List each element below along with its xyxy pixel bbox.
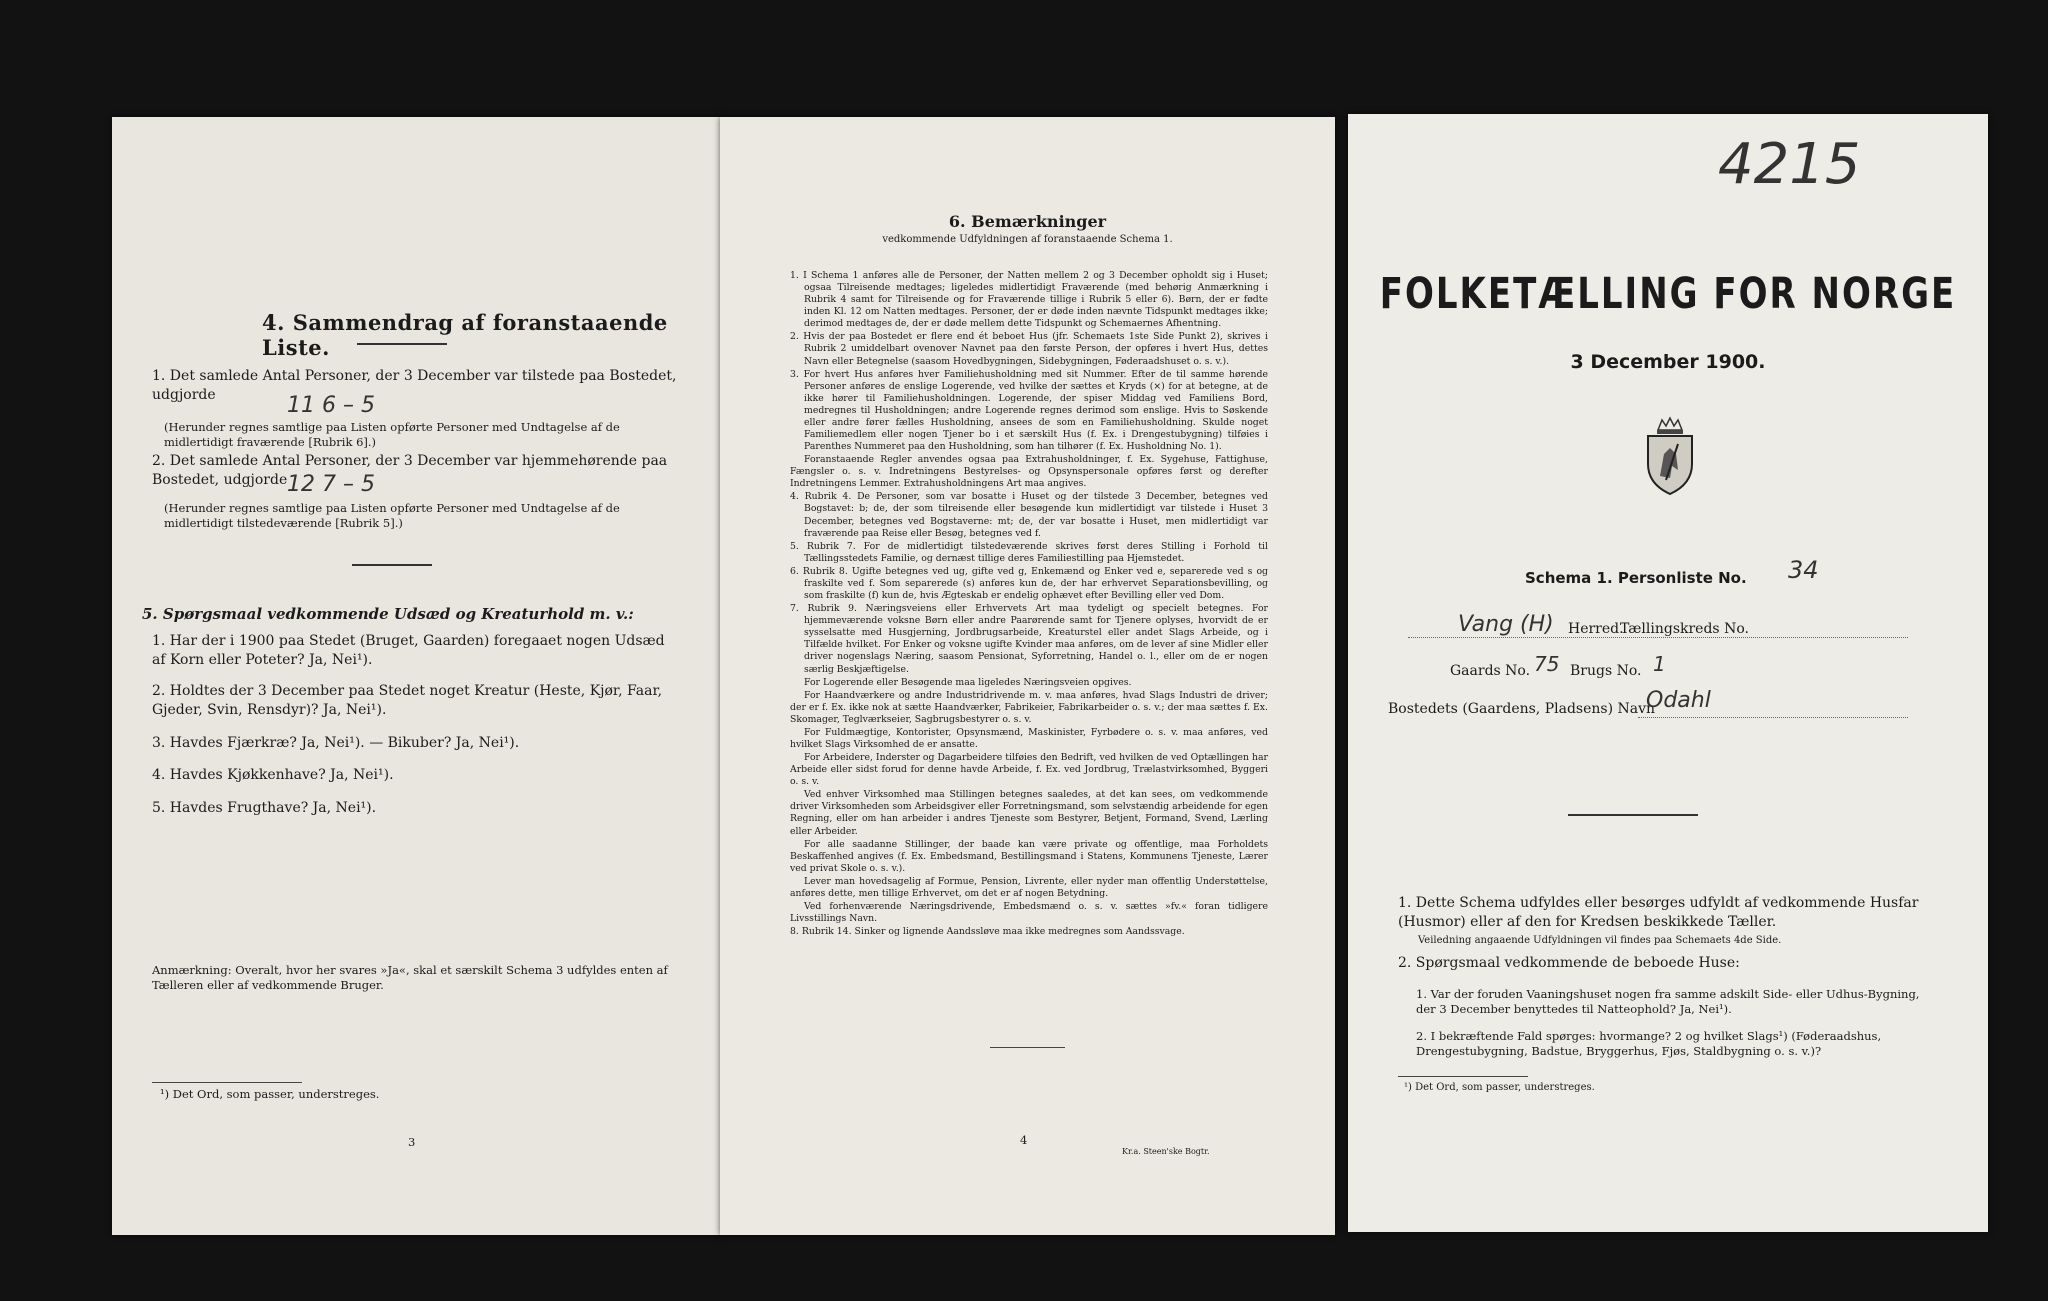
section5-heading: 5. Spørgsmaal vedkommende Udsæd og Kreaturhold m. v.: xyxy=(142,605,634,623)
remark-item: 2. Hvis der paa Bostedet er flere end ét beboet Hus (jfr. Schemaets 1ste Side Punkt 2), skrives i Rubrik 2 umiddelbart ovenover Navnet paa den første Person, der opføres i hvert Hus, dettes Navn eller Betegnelse (saasom Hovedbygningen, Sidebygningen, Føderaadshuset o. s. v.). xyxy=(790,331,1268,367)
footnote: ¹) Det Ord, som passer, understreges. xyxy=(160,1087,380,1101)
remark-item: 3. For hvert Hus anføres hver Familiehusholdning med sit Nummer. Efter de til samme hørende Personer anføres de enslige Logerende, ved hvilke der sættes et Kryds (×) for at betegne, at de ikke hører til Familiehusholdningen. Logerende, der spiser Middag ved Familiens Bord, medregnes til Husholdningen; andre Logerende regnes derimod som enslige. Hvis to Søskende eller andre fører fælles Husholdning, ansees de som en Familiehusholdning. Skulde noget Familiemedlem eller nogen Tjener bo i et særskilt Hus (f. Ex. i Drengestubygning) tilføies i Parenthes Nummeret paa den Husholdning, som han tilhører (f. Ex. Husholdning No. 1). xyxy=(790,368,1268,453)
brugs-label: Brugs No. xyxy=(1570,663,1642,679)
taellingskreds-label: Tællingskreds No. xyxy=(1620,621,1749,637)
archive-number: 4215 xyxy=(1718,132,1861,197)
footnote-rule xyxy=(1398,1076,1528,1077)
bosted-value: Odahl xyxy=(1646,688,1711,713)
section5-item: 3. Havdes Fjærkræ? Ja, Nei¹). — Bikuber? Ja, Nei¹). xyxy=(152,734,520,751)
footnote-rule xyxy=(152,1082,302,1083)
instruction-2-q1: 1. Var der foruden Vaaningshuset nogen fra samme adskilt Side- eller Udhus-Bygning, der 3 December benyttedes til Natteophold? Ja, Nei¹). xyxy=(1416,987,1920,1016)
document-title: FOLKETÆLLING FOR NORGE xyxy=(1379,269,1957,319)
section5-item: 1. Har der i 1900 paa Stedet (Bruget, Gaarden) foregaaet nogen Udsæd af Korn eller Poteter? Ja, Nei¹). xyxy=(152,633,665,668)
bosted-label: Bostedets (Gaardens, Pladsens) Navn xyxy=(1388,701,1656,717)
remark-item: Foranstaaende Regler anvendes ogsaa paa Extrahusholdninger, f. Ex. Sygehuse, Fattighuse, Fængsler o. s. v. Indretningens Bestyrelses- og Opsynspersonale opføres først og derefter Indretningens Lemmer. Extrahusholdningens Art maa angives. xyxy=(790,454,1268,490)
page-right xyxy=(1348,114,1988,1232)
section5-item: 5. Havdes Frugthave? Ja, Nei¹). xyxy=(152,800,377,817)
remark-item: 5. Rubrik 7. For de midlertidigt tilstedeværende skrives først deres Stilling i Forhold til Tællingsstedets Familie, og dernæst tillige deres Familiestilling paa Hjemstedet. xyxy=(790,540,1268,564)
q1-text: 1. Det samlede Antal Personer, der 3 December var tilstede paa Bostedet, udgjorde xyxy=(152,368,677,403)
schema-label: Schema 1. Personliste No. xyxy=(1525,569,1747,587)
brugs-number: 1 xyxy=(1653,652,1666,676)
section5-list xyxy=(152,632,672,832)
remark-item: Ved forhenværende Næringsdrivende, Embedsmænd o. s. v. sættes »fv.« foran tidligere Livsstillings Navn. xyxy=(790,900,1268,925)
page-middle xyxy=(720,117,1335,1235)
remark-item: 8. Rubrik 14. Sinker og lignende Aandssløve maa ikke medregnes som Aandssvage. xyxy=(790,926,1185,938)
gaards-label: Gaards No. xyxy=(1450,663,1531,679)
remark-item: 6. Rubrik 8. Ugifte betegnes ved ug, gifte ved g, Enkemænd og Enker ved e, separerede ved s og fraskilte ved f. Som separerede (s) anføres kun de, der har erhvervet Separationsbevilling, og som fraskilte (f) kun de, hvis Ægteskab er endelig ophævet efter Bevilling eller ved Dom. xyxy=(790,565,1268,602)
field-line xyxy=(1638,717,1908,718)
divider xyxy=(352,564,432,566)
page-left xyxy=(112,117,722,1235)
remark-item: For alle saadanne Stillinger, der baade kan være private og offentlige, maa Forholdets Beskaffenhed angives (f. Ex. Embedsmand, Bestillingsmand i Statens, Kommunens Tjeneste, Lærer ved privat Skole o. s. v.). xyxy=(790,838,1268,874)
printer-name: Kr.a. Steen'ske Bogtr. xyxy=(1122,1147,1210,1156)
gaards-number: 75 xyxy=(1534,652,1560,676)
remark-item: 1. I Schema 1 anføres alle de Personer, der Natten mellem 2 og 3 December opholdt sig i Huset; ogsaa Tilreisende medtages; ligeledes midlertidigt Fraværende (med behørig Anmærkning i Rubrik 4 samt for Tilreisende og for Fraværende tillige i Rubrik 5 eller 6). Børn, der er fødte inden Kl. 12 om Natten medtages. Personer, der er døde inden nævnte Tidspunkt medtages ikke; derimod medtages de, der er døde mellem dette Tidspunkt og Schemaernes Afhentning. xyxy=(790,270,1268,330)
remark-item: For Arbeidere, Inderster og Dagarbeidere tilføies den Bedrift, ved hvilken de ved Optællingen har Arbeide eller sidst forud for denne havde Arbeide, f. Ex. ved Jordbrug, Trælastvirksomhed, Byggeri o. s. v. xyxy=(790,752,1268,788)
page-number: 4 xyxy=(1020,1133,1028,1147)
remark-item: For Logerende eller Besøgende maa ligeledes Næringsveien opgives. xyxy=(804,676,1132,688)
remark-item: For Fuldmægtige, Kontorister, Opsynsmænd, Maskinister, Fyrbødere o. s. v. maa anføres, ved hvilket Slags Virksomhed de er ansatte. xyxy=(790,726,1268,750)
section5-item: 2. Holdtes der 3 December paa Stedet noget Kreatur (Heste, Kjør, Faar, Gjeder, Svin, Rensdyr)? Ja, Nei¹). xyxy=(152,682,663,718)
remarks-heading: 6. Bemærkninger xyxy=(948,212,1107,231)
remark-item: 7. Rubrik 9. Næringsveiens eller Erhvervets Art maa tydeligt og specielt betegnes. For hjemmeværende voksne Børn eller andre Paarørende samt for Tjenere oplyses, hvorvidt de er sysselsatte med Husgjerning, Jordbrugsarbeide, Kreaturstel eller andet Slags Arbeide, og i Tilfælde hvilket. For Enker og voksne ugifte Kvinder maa anføres, om de lever af sine Midler eller driver nogenslags Næring, saasom Pensionat, Syforretning, Handel o. l., eller om de er nogen særlig Beskjæftigelse. xyxy=(790,603,1268,675)
ornament-rule xyxy=(1568,814,1698,816)
section5-item: 4. Havdes Kjøkkenhave? Ja, Nei¹). xyxy=(152,767,394,784)
page-number: 3 xyxy=(408,1135,416,1149)
personliste-number: 34 xyxy=(1788,556,1819,584)
remark-item: For Haandværkere og andre Industridrivende m. v. maa anføres, hvad Slags Industri de driver; der er f. Ex. ikke nok at sætte Haandværker, Fabrikeier, Fabrikarbeider o. s. v.; der maa sættes f. Ex. Skomager, Teglværkseier, Sagbrugsbestyrer o. s. v. xyxy=(790,689,1268,725)
instruction-1: 1. Dette Schema udfyldes eller besørges udfyldt af vedkommende Husfar (Husmor) eller af den for Kredsen beskikkede Tæller. xyxy=(1398,895,1919,930)
instruction-2-q2: 2. I bekræftende Fald spørges: hvormange? 2 og hvilket Slags¹) (Føderaadshus, Drengestubygning, Badstue, Bryggerhus, Fjøs, Staldbygning o. s. v.)? xyxy=(1416,1029,1882,1058)
q1-note: (Herunder regnes samtlige paa Listen opførte Personer med Undtagelse af de midlertidigt fraværende [Rubrik 6].) xyxy=(164,420,620,449)
q2-note: (Herunder regnes samtlige paa Listen opførte Personer med Undtagelse af de midlertidigt tilstedeværende [Rubrik 5].) xyxy=(164,501,620,530)
q2-text: 2. Det samlede Antal Personer, der 3 December var hjemmehørende paa Bostedet, udgjorde xyxy=(152,453,668,488)
herred-value: Vang (H) xyxy=(1458,612,1554,637)
field-line xyxy=(1408,637,1908,638)
remark-item: 4. Rubrik 4. De Personer, som var bosatte i Huset og der tilstede 3 December, betegnes ved Bogstavet: b; de, der som tilreisende eller besøgende kun midlertidigt var tilstede i Huset 3 December, betegnes ved Bogstaverne: mt; de, der var bosatte i Huset, men midlertidigt var fraværende paa Reise eller Besøg, betegnes ved f. xyxy=(790,491,1268,539)
summary-heading: 4. Sammendrag af foranstaaende Liste. xyxy=(262,310,668,360)
coat-of-arms-icon xyxy=(1640,414,1700,500)
remark-item: Lever man hovedsagelig af Formue, Pension, Livrente, eller nyder man offentlig Understøttelse, anføres dette, men tillige Erhvervet, om det er af nogen Betydning. xyxy=(790,875,1268,899)
divider xyxy=(357,343,447,345)
instruction-2: 2. Spørgsmaal vedkommende de beboede Huse: xyxy=(1398,955,1740,971)
remark-item: Ved enhver Virksomhed maa Stillingen betegnes saaledes, at det kan sees, om vedkommende driver Virksomheden som Arbeidsgiver eller Forretningsmand, som selvstændig arbeidende for egen Regning, eller om han arbeider i andres Tjeneste som Bestyrer, Betjent, Formand, Svend, Lærling eller Arbeider. xyxy=(790,789,1268,837)
remarks-list xyxy=(790,270,1268,939)
herred-label: Herred. xyxy=(1568,621,1624,637)
census-date: 3 December 1900. xyxy=(1570,351,1766,373)
remarks-subheading: vedkommende Udfyldningen af foranstaaende Schema 1. xyxy=(882,234,1173,245)
divider xyxy=(990,1047,1065,1048)
q2-handwritten: 12 7 – 5 xyxy=(287,472,375,497)
instruction-1-note: Veiledning angaaende Udfyldningen vil findes paa Schemaets 4de Side. xyxy=(1418,935,1782,946)
anmerkning: Anmærkning: Overalt, hvor her svares »Ja«, skal et særskilt Schema 3 udfyldes enten af Tælleren eller af vedkommende Bruger. xyxy=(152,963,668,992)
q1-handwritten: 11 6 – 5 xyxy=(287,393,375,418)
footnote: ¹) Det Ord, som passer, understreges. xyxy=(1404,1082,1595,1093)
